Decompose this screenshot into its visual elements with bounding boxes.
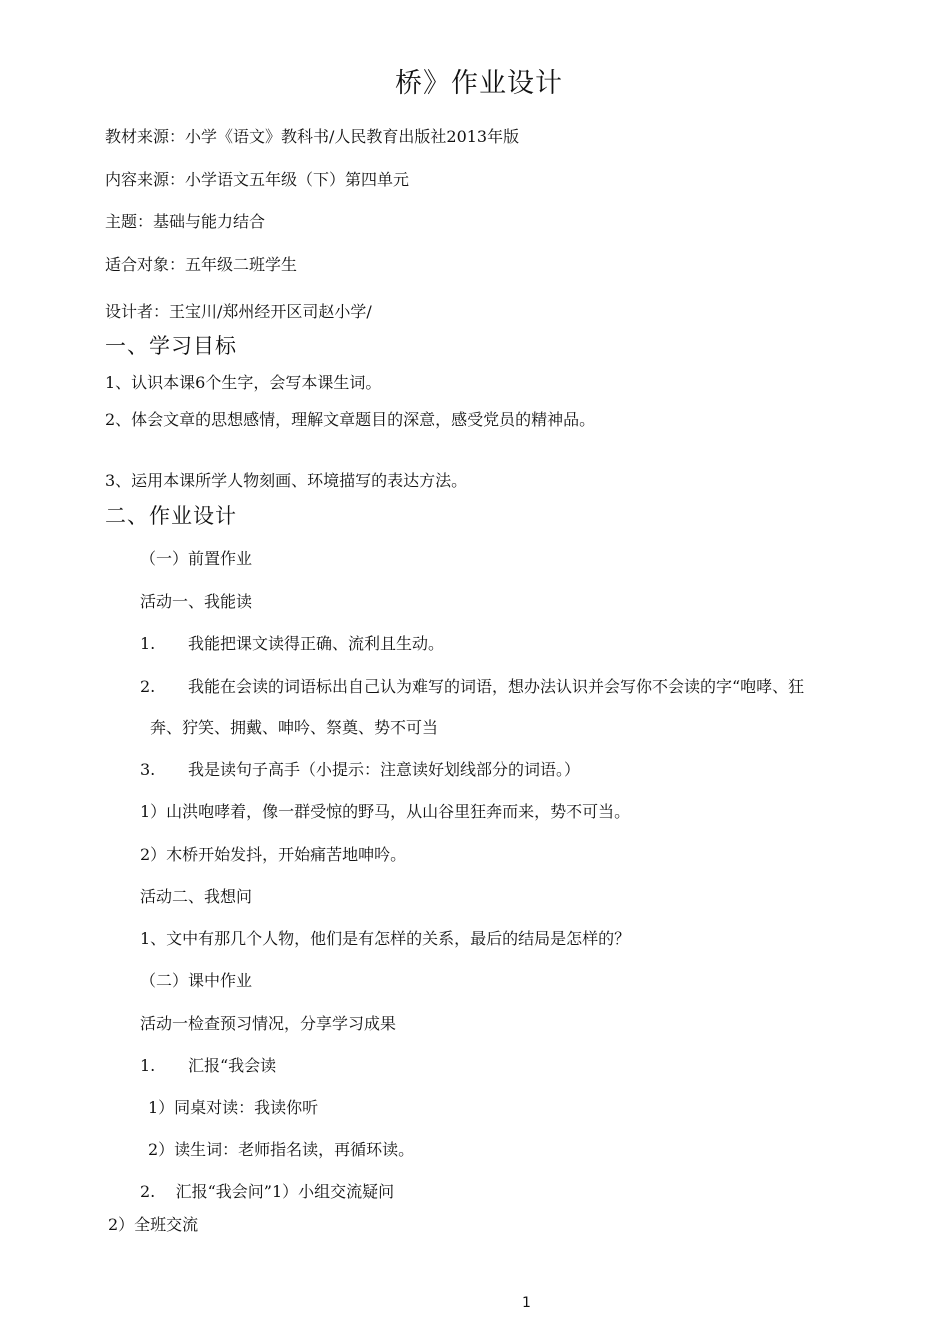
meta-textbook: 教材来源：小学《语文》教科书/人民教育出版社2013年版: [105, 127, 520, 146]
activity-1-label: 活动一、我能读: [140, 592, 253, 611]
read-item-2-text: 我能在会读的词语标出自己认为难写的词语，想办法认识并会写你不会读的字“咆哮、狂: [188, 677, 805, 696]
meta-content: 内容来源：小学语文五年级（下）第四单元: [105, 170, 410, 189]
report-item-1: [140, 1056, 276, 1076]
meta-designer: 设计者：王宝川/郑州经开区司赵小学/: [105, 302, 372, 321]
report-item-2b: 2）全班交流: [108, 1215, 199, 1234]
read-item-2-continued: 奔、狞笑、拥戴、呻吟、祭奠、势不可当: [150, 718, 439, 737]
section-heading-goals: 一、学习目标: [105, 334, 237, 358]
report-item-2: 2. 汇报“我会问”1）小组交流疑问: [140, 1182, 395, 1201]
read-item-3: [140, 760, 580, 780]
page-title: 桥》作业设计: [395, 68, 563, 99]
read-item-2: [140, 677, 804, 697]
read-item-2-number: 2.: [140, 677, 156, 696]
goal-item-3: 3、运用本课所学人物刻画、环境描写的表达方法。: [105, 471, 468, 490]
meta-theme: 主题：基础与能力结合: [105, 212, 266, 231]
read-item-3-number: 3.: [140, 760, 156, 779]
report-item-1b: 2）读生词：老师指名读，再循环读。: [148, 1140, 415, 1159]
goal-item-2: 2、体会文章的思想感情，理解文章题目的深意，感受党员的精神品。: [105, 410, 596, 429]
report-item-1-number: 1.: [140, 1056, 156, 1075]
page-number: 1: [522, 1295, 531, 1311]
read-item-3-text: 我是读句子高手（小提示：注意读好划线部分的词语。）: [188, 760, 581, 779]
read-item-1: [140, 634, 444, 654]
section-heading-homework: 二、作业设计: [105, 504, 237, 528]
pre-homework-label: （一）前置作业: [140, 549, 253, 568]
ask-item-1: 1、文中有那几个人物，他们是有怎样的关系，最后的结局是怎样的？: [140, 929, 631, 948]
in-class-label: （二）课中作业: [140, 971, 253, 990]
meta-audience: 适合对象：五年级二班学生: [105, 255, 298, 274]
goal-item-1: 1、认识本课6个生字，会写本课生词。: [105, 373, 382, 392]
activity-3-label: 活动一检查预习情况，分享学习成果: [140, 1014, 397, 1033]
read-item-1-number: 1.: [140, 634, 156, 653]
sentence-2: 2）木桥开始发抖，开始痛苦地呻吟。: [140, 845, 407, 864]
report-item-1-text: 汇报“我会读: [188, 1056, 277, 1075]
sentence-1: 1）山洪咆哮着，像一群受惊的野马，从山谷里狂奔而来，势不可当。: [140, 802, 631, 821]
report-item-1a: 1）同桌对读：我读你听: [148, 1098, 319, 1117]
read-item-1-text: 我能把课文读得正确、流利且生动。: [188, 634, 445, 653]
activity-2-label: 活动二、我想问: [140, 887, 253, 906]
